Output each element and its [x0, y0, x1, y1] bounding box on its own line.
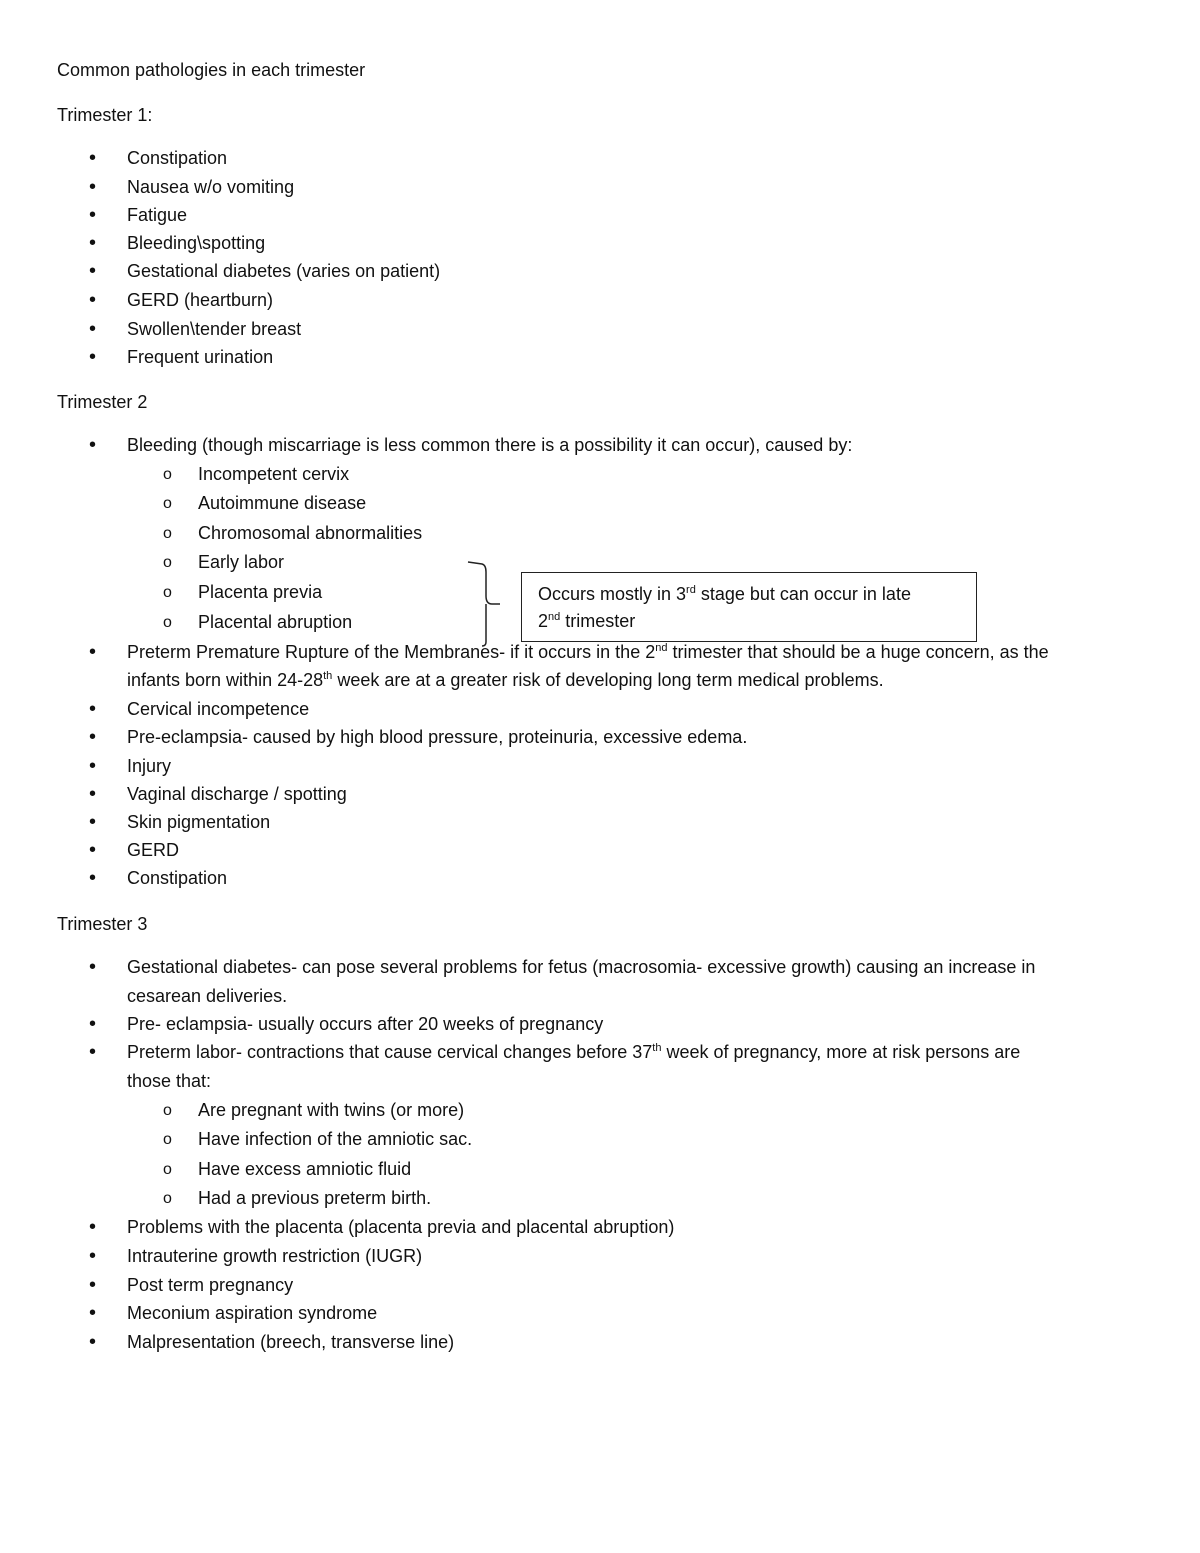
list-item: • Nausea w/o vomiting [127, 176, 294, 198]
list-item: • Vaginal discharge / spotting [127, 783, 347, 805]
list-item: • Injury [127, 755, 171, 777]
sub-list-item: o Chromosomal abnormalities [198, 522, 422, 544]
trimester-2-heading: Trimester 2 [57, 392, 148, 412]
list-item: • GERD (heartburn) [127, 289, 273, 311]
list-item: • Pre-eclampsia- caused by high blood pressure, proteinuria, excessive edema. [127, 726, 747, 748]
sub-list-item: o Are pregnant with twins (or more) [198, 1099, 464, 1121]
list-item: • Gestational diabetes (varies on patient) [127, 260, 440, 282]
list-item: • Constipation [127, 147, 227, 169]
list-item: • Cervical incompetence [127, 698, 309, 720]
list-item: • GERD [127, 839, 179, 861]
list-item: • Meconium aspiration syndrome [127, 1302, 377, 1324]
sub-list-item: o Placental abruption [198, 611, 352, 633]
list-item: • Constipation [127, 867, 227, 889]
sub-list-item: o Autoimmune disease [198, 492, 366, 514]
list-item-continuation: those that: [127, 1071, 212, 1091]
document-title: Common pathologies in each trimester [57, 60, 366, 80]
trimester-1-heading: Trimester 1: [57, 105, 153, 125]
sub-list-item: o Have infection of the amniotic sac. [198, 1128, 472, 1150]
list-item-preterm: • Preterm labor- contractions that cause cervical changes before 37th week of pregnancy, more at risk persons are [127, 1041, 1020, 1063]
list-item: • Bleeding\spotting [127, 232, 265, 254]
list-item: • Frequent urination [127, 346, 273, 368]
sub-list-item: o Early labor [198, 551, 284, 573]
sub-list-item: o Incompetent cervix [198, 463, 349, 485]
list-item: • Intrauterine growth restriction (IUGR) [127, 1245, 422, 1267]
sub-list-item: o Have excess amniotic fluid [198, 1158, 411, 1180]
list-item-continuation: cesarean deliveries. [127, 986, 288, 1006]
sub-list-item: o Had a previous preterm birth. [198, 1187, 431, 1209]
callout-line-2: 2nd trimester [538, 611, 636, 631]
list-item-pprom: • Preterm Premature Rupture of the Membranes- if it occurs in the 2nd trimester that should be a huge concern, as the [127, 641, 1049, 663]
bracket-connector [460, 558, 524, 650]
list-item: • Malpresentation (breech, transverse line) [127, 1331, 454, 1353]
callout-line-1: Occurs mostly in 3rd stage but can occur in late [538, 584, 911, 604]
callout-box [521, 572, 977, 642]
list-item: • Skin pigmentation [127, 811, 270, 833]
list-item: • Pre- eclampsia- usually occurs after 20 weeks of pregnancy [127, 1013, 603, 1035]
trimester-3-heading: Trimester 3 [57, 914, 148, 934]
list-item-bleeding: • Bleeding (though miscarriage is less common there is a possibility it can occur), caused by: [127, 434, 852, 456]
list-item: • Fatigue [127, 204, 187, 226]
sub-list-item: o Placenta previa [198, 581, 322, 603]
list-item: • Problems with the placenta (placenta previa and placental abruption) [127, 1216, 674, 1238]
list-item: • Gestational diabetes- can pose several problems for fetus (macrosomia- excessive growth) causing an increase in [127, 956, 1035, 978]
list-item-continuation: infants born within 24-28th week are at a greater risk of developing long term medical problems. [127, 670, 884, 690]
list-item: • Post term pregnancy [127, 1274, 293, 1296]
list-item: • Swollen\tender breast [127, 318, 301, 340]
